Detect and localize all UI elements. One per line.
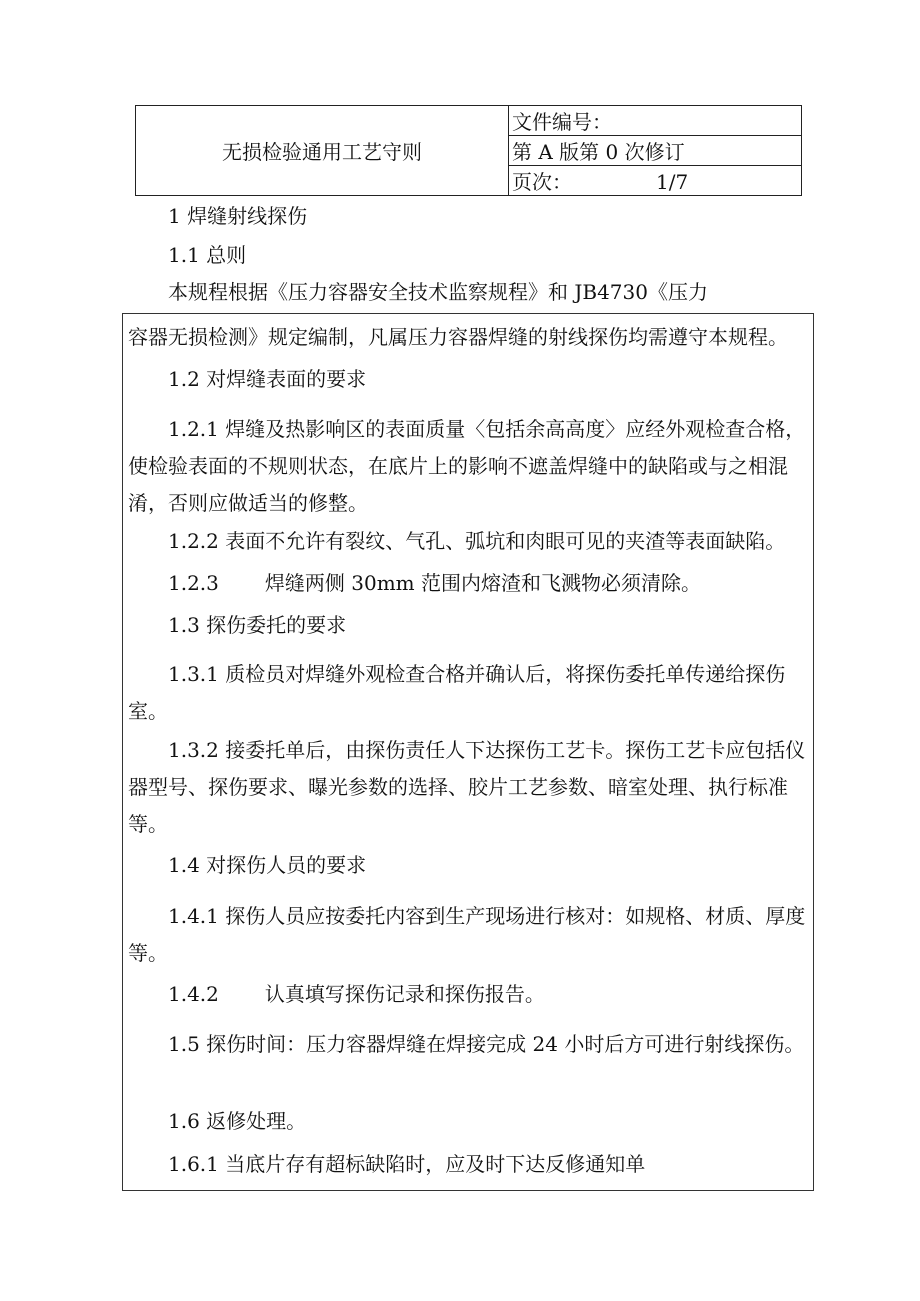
page-label: 页次： bbox=[512, 170, 572, 194]
version-info: 第 A 版第 0 次修订 bbox=[509, 136, 802, 166]
heading-1-3: 1.3 探伤委托的要求 bbox=[168, 613, 347, 637]
paragraph-1-2-3-number: 1.2.3 bbox=[168, 571, 219, 595]
heading-1-2: 1.2 对焊缝表面的要求 bbox=[168, 367, 367, 391]
paragraph-1-2-3 bbox=[128, 565, 812, 602]
paragraph-1-4-2-text: 认真填写探伤记录和探伤报告。 bbox=[264, 982, 545, 1006]
paragraph-1-4-2-number: 1.4.2 bbox=[168, 982, 219, 1006]
heading-1-4: 1.4 对探伤人员的要求 bbox=[168, 853, 367, 877]
paragraph-1-4-1: 1.4.1 探伤人员应按委托内容到生产现场进行核对：如规格、材质、厚度等。 bbox=[128, 904, 806, 965]
heading-1-6: 1.6 返修处理。 bbox=[168, 1109, 307, 1133]
paragraph-1-6-1: 1.6.1 当底片存有超标缺陷时，应及时下达反修通知单 bbox=[168, 1152, 646, 1176]
paragraph-1-2-3-text: 焊缝两侧 30mm 范围内熔渣和飞溅物必须清除。 bbox=[264, 571, 701, 595]
paragraph-1-4-2 bbox=[128, 976, 812, 1013]
paragraph-1-3-2: 1.3.2 接委托单后，由探伤责任人下达探伤工艺卡。探伤工艺卡应包括仪器型号、探伤要求、曝光参数的选择、胶片工艺参数、暗室处理、执行标准等。 bbox=[128, 738, 806, 836]
document-title: 无损检验通用工艺守则 bbox=[136, 106, 509, 196]
document-number-label: 文件编号： bbox=[509, 106, 802, 136]
paragraph-1-2-2: 1.2.2 表面不允许有裂纹、气孔、弧坑和肉眼可见的夹渣等表面缺陷。 bbox=[168, 529, 786, 553]
intro-paragraph-start: 本规程根据《压力容器安全技术监察规程》和 JB4730《压力 bbox=[168, 280, 708, 304]
page-number: 1/7 bbox=[656, 170, 689, 194]
intro-paragraph-continued: 容器无损检测》规定编制，凡属压力容器焊缝的射线探伤均需遵守本规程。 bbox=[128, 325, 788, 349]
subsection-heading: 1.1 总则 bbox=[168, 243, 247, 267]
paragraph-1-2-1: 1.2.1 焊缝及热影响区的表面质量〈包括余高高度〉应经外观检查合格，使检验表面的不规则状态，在底片上的影响不遮盖焊缝中的缺陷或与之相混淆，否则应做适当的修整。 bbox=[128, 417, 806, 515]
paragraph-1-5: 1.5 探伤时间：压力容器焊缝在焊接完成 24 小时后方可进行射线探伤。 bbox=[168, 1032, 805, 1056]
document-header-table bbox=[135, 105, 802, 196]
section-heading: 1 焊缝射线探伤 bbox=[168, 204, 308, 228]
page-info bbox=[509, 166, 802, 196]
content-box bbox=[122, 313, 814, 1191]
paragraph-1-3-1: 1.3.1 质检员对焊缝外观检查合格并确认后，将探伤委托单传递给探伤室。 bbox=[128, 662, 786, 723]
